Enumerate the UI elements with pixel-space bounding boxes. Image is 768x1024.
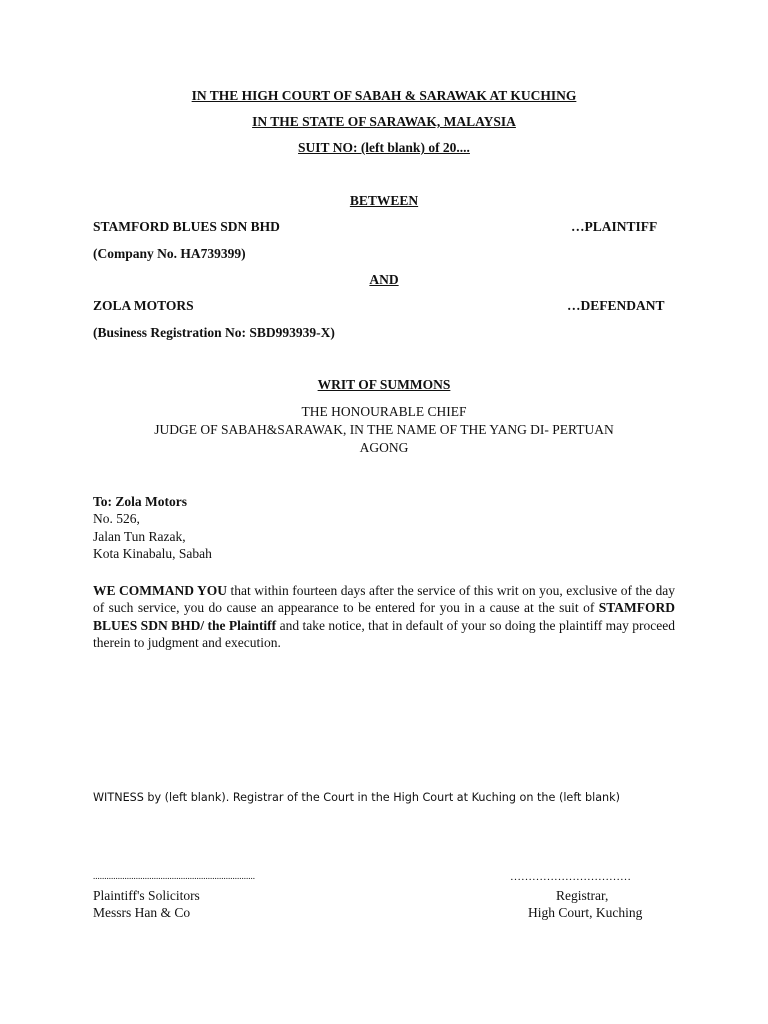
and-label: AND — [369, 272, 399, 287]
defendant-name: ZOLA MOTORS — [93, 298, 194, 313]
address-line-1: No. 526, — [93, 511, 140, 526]
state-heading: IN THE STATE OF SARAWAK, MALAYSIA — [252, 114, 516, 129]
writ-line-2: JUDGE OF SABAH&SARAWAK, IN THE NAME OF THE YANG DI- PERTUAN — [154, 422, 614, 437]
writ-line-1: THE HONOURABLE CHIEF — [301, 404, 467, 419]
writ-title: WRIT OF SUMMONS — [317, 377, 451, 392]
command-plaintiff: STAMFORD BLUES SDN BHD/ the Plaintiff — [93, 600, 675, 633]
command-text-1: that within fourteen days after the service of this writ on you, exclusive of the day of such service, you do cause an appearance to be entered for you in a cause at the suit of — [93, 583, 675, 616]
witness-line: WITNESS by (left blank). Registrar of the Court in the High Court at Kuching on the (left blank) — [93, 791, 620, 804]
suit-number: SUIT NO: (left blank) of 20.... — [298, 140, 470, 155]
left-signature-title: Plaintiff's Solicitors — [93, 888, 200, 903]
command-text-2: and take notice, that in default of your so doing the plaintiff may proceed therein to judgment and execution. — [93, 617, 675, 650]
address-to: To: Zola Motors — [93, 494, 187, 509]
right-signature-line: …………………………… — [510, 871, 631, 883]
address-line-3: Kota Kinabalu, Sabah — [93, 546, 212, 561]
address-line-2: Jalan Tun Razak, — [93, 529, 186, 544]
command-lead: WE COMMAND YOU — [93, 583, 228, 598]
plaintiff-registration: (Company No. HA739399) — [93, 246, 246, 261]
defendant-registration: (Business Registration No: SBD993939-X) — [93, 325, 335, 340]
command-paragraph — [93, 582, 675, 651]
right-signature-title: Registrar, — [556, 888, 609, 903]
defendant-role: …DEFENDANT — [567, 298, 665, 313]
court-heading: IN THE HIGH COURT OF SABAH & SARAWAK AT KUCHING — [191, 88, 577, 103]
right-signature-name: High Court, Kuching — [528, 905, 643, 920]
between-label: BETWEEN — [349, 193, 419, 208]
left-signature-line: ........................................................................ — [93, 871, 255, 881]
plaintiff-name: STAMFORD BLUES SDN BHD — [93, 219, 280, 234]
left-signature-name: Messrs Han & Co — [93, 905, 191, 920]
plaintiff-role: …PLAINTIFF — [571, 219, 658, 234]
writ-line-3: AGONG — [359, 440, 409, 455]
